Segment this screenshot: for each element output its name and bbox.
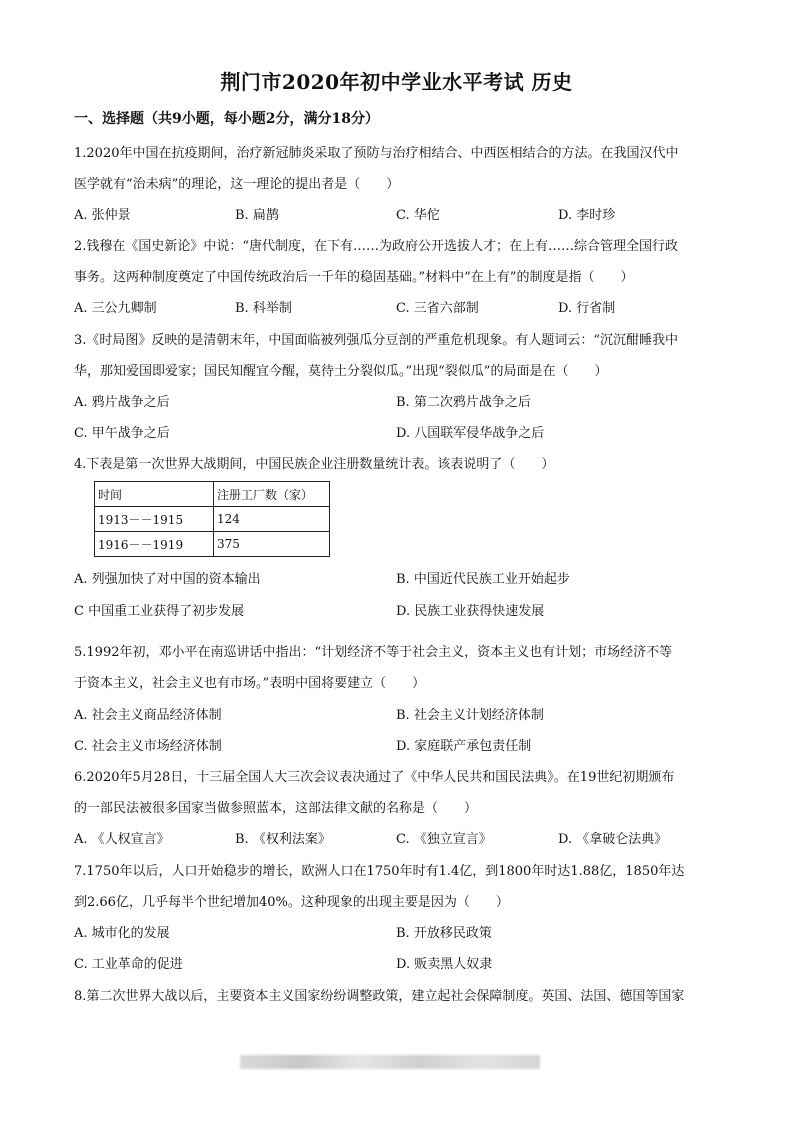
question-6-option-c: C. 《独立宣言》: [396, 832, 492, 847]
question-6-line-1: 6.2020年5月28日，十三届全国人大三次会议表决通过了《中华人民共和国民法典》。在19世纪初期颁布: [74, 770, 675, 785]
question-5-option-b: B. 社会主义计划经济体制: [396, 708, 544, 723]
question-6-option-d: D. 《拿破仑法典》: [558, 832, 668, 847]
question-4-option-d: D. 民族工业获得快速发展: [396, 604, 545, 619]
question-6-line-2: 的一部民法被很多国家当做参照蓝本，这部法律文献的名称是（ ）: [74, 801, 478, 816]
question-7-line-2: 到2.66亿，几乎每半个世纪增加40%。这种现象的出现主要是因为（ ）: [74, 895, 509, 910]
question-1-option-b: B. 扁鹊: [235, 208, 279, 223]
question-5-option-a: A. 社会主义商品经济体制: [74, 708, 222, 723]
question-3-option-c: C. 甲午战争之后: [74, 426, 170, 441]
question-7-option-c: C. 工业革命的促进: [74, 957, 183, 972]
question-7-line-1: 7.1750年以后，人口开始稳步的增长，欧洲人口在1750年时有1.4亿，到1800年时达1.88亿，1850年达: [74, 864, 685, 879]
question-2-option-a: A. 三公九卿制: [74, 301, 157, 316]
question-1-option-d: D. 李时珍: [558, 208, 616, 223]
table-header-row: [95, 482, 330, 507]
table-row: [95, 532, 330, 557]
question-2-option-b: B. 科举制: [235, 301, 292, 316]
question-1-line-2: 医学就有“治未病”的理论，这一理论的提出者是（ ）: [74, 177, 400, 192]
question-3-option-d: D. 八国联军侵华战争之后: [396, 426, 545, 441]
question-3-line-2: 华，那知爱国即爱家；国民知醒宜今醒，莫待土分裂似瓜。”出现“裂似瓜”的局面是在（ ）: [74, 364, 608, 379]
factory-registration-table: [94, 481, 330, 557]
table-header-cell: 注册工厂数（家）: [214, 482, 330, 507]
table-row: [95, 507, 330, 532]
question-2-line-1: 2.钱穆在《国史新论》中说：“唐代制度，在下有……为政府公开选拔人才；在上有……综合管理全国行政: [74, 239, 679, 254]
question-7-option-a: A. 城市化的发展: [74, 926, 170, 941]
question-5-option-d: D. 家庭联产承包责任制: [396, 739, 532, 754]
table-header-cell: 时间: [95, 482, 214, 507]
question-7-option-b: B. 开放移民政策: [396, 926, 492, 941]
question-4-line-1: 4.下表是第一次世界大战期间，中国民族企业注册数量统计表。该表说明了（ ）: [74, 457, 555, 472]
question-1-line-1: 1.2020年中国在抗疫期间，治疗新冠肺炎采取了预防与治疗相结合、中西医相结合的方法。在我国汉代中: [74, 146, 679, 161]
question-4-option-c: C 中国重工业获得了初步发展: [74, 604, 245, 619]
question-6-option-b: B. 《权利法案》: [235, 832, 331, 847]
question-5-line-1: 5.1992年初，邓小平在南巡讲话中指出：“计划经济不等于社会主义，资本主义也有计划；市场经济不等: [74, 645, 673, 660]
question-4-option-b: B. 中国近代民族工业开始起步: [396, 572, 570, 587]
question-1-option-c: C. 华佗: [396, 208, 440, 223]
section-heading: 一、选择题（共9小题，每小题2分，满分18分）: [74, 111, 379, 127]
question-2-option-d: D. 行省制: [558, 301, 616, 316]
question-2-line-2: 事务。这两种制度奠定了中国传统政治后一千年的稳固基础。”材料中“在上有”的制度是指（ ）: [74, 270, 634, 285]
table-cell: 1916－－1919: [95, 532, 214, 557]
question-8-line-1: 8.第二次世界大战以后，主要资本主义国家纷纷调整政策，建立起社会保障制度。英国、法国、德国等国家: [74, 989, 685, 1004]
question-4-option-a: A. 列强加快了对中国的资本输出: [74, 572, 261, 587]
question-3-option-b: B. 第二次鸦片战争之后: [396, 395, 531, 410]
page-title: 荆门市2020年初中学业水平考试 历史: [220, 70, 573, 94]
question-2-option-c: C. 三省六部制: [396, 301, 479, 316]
question-3-option-a: A. 鸦片战争之后: [74, 395, 170, 410]
table-cell: 1913－－1915: [95, 507, 214, 532]
blurred-footer-watermark: [240, 1055, 540, 1069]
question-3-line-1: 3.《时局图》反映的是清朝末年，中国面临被列强瓜分豆剖的严重危机现象。有人题词云：“沉沉酣睡我中: [74, 333, 679, 348]
question-5-option-c: C. 社会主义市场经济体制: [74, 739, 222, 754]
question-1-option-a: A. 张仲景: [74, 208, 131, 223]
table-cell: 124: [214, 507, 330, 532]
question-6-option-a: A. 《人权宣言》: [74, 832, 170, 847]
table-cell: 375: [214, 532, 330, 557]
question-7-option-d: D. 贩卖黑人奴隶: [396, 957, 493, 972]
question-5-line-2: 于资本主义，社会主义也有市场。”表明中国将要建立（ ）: [74, 676, 426, 691]
